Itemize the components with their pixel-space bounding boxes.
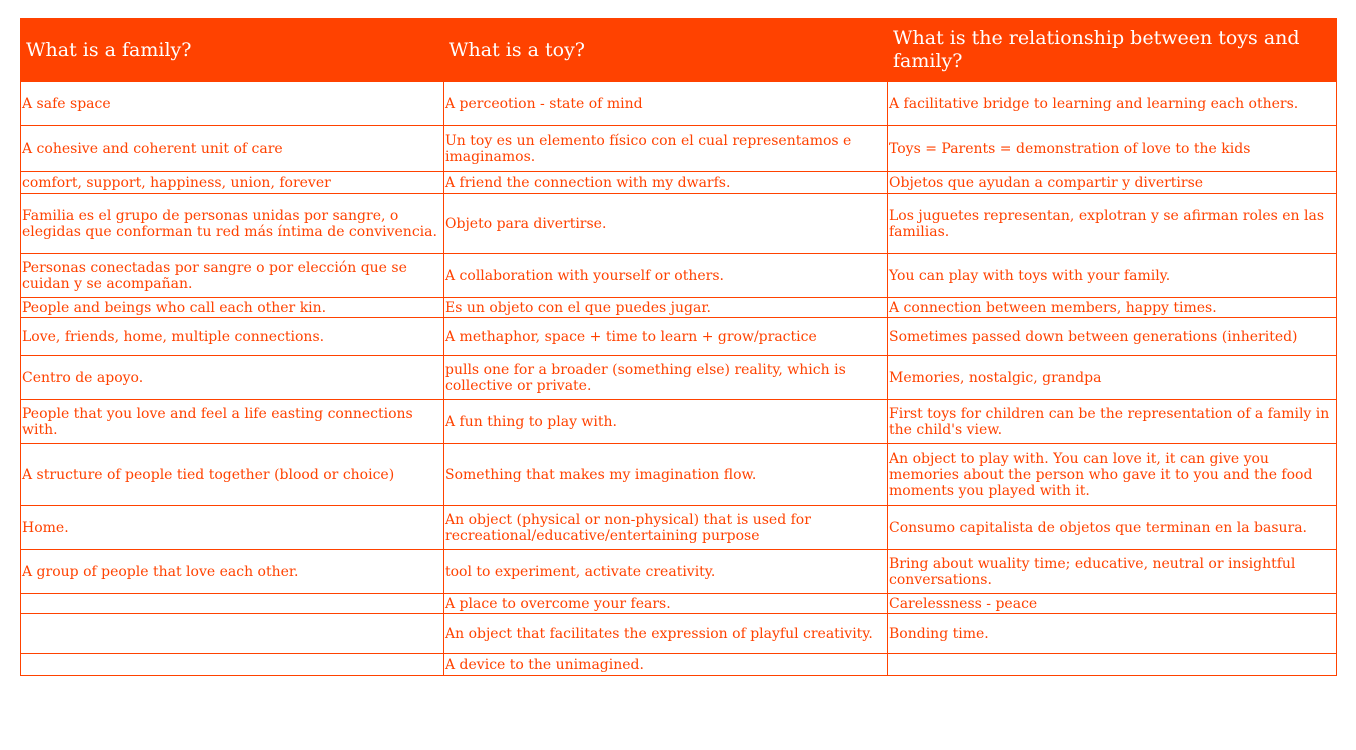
relationship-cell: A facilitative bridge to learning and learning each others.: [888, 82, 1337, 126]
toy-cell: A methaphor, space + time to learn + grow/practice: [444, 318, 888, 356]
toy-cell: pulls one for a broader (something else) reality, which is collective or private.: [444, 356, 888, 400]
family-cell: A cohesive and coherent unit of care: [21, 126, 444, 172]
header-family: What is a family?: [21, 19, 444, 82]
toy-cell: tool to experiment, activate creativity.: [444, 550, 888, 594]
toy-cell: Objeto para divertirse.: [444, 194, 888, 254]
survey-table: [20, 18, 1337, 676]
toy-cell: A fun thing to play with.: [444, 400, 888, 444]
family-cell: A structure of people tied together (blood or choice): [21, 444, 444, 506]
header-row: [21, 19, 1337, 82]
relationship-cell: An object to play with. You can love it, it can give you memories about the person who gave it to you and the food moments you played with it.: [888, 444, 1337, 506]
table-body: [21, 82, 1337, 676]
table-row: [21, 550, 1337, 594]
family-cell: Centro de apoyo.: [21, 356, 444, 400]
relationship-cell: Sometimes passed down between generations (inherited): [888, 318, 1337, 356]
relationship-cell: Los juguetes representan, explotran y se afirman roles en las familias.: [888, 194, 1337, 254]
toy-cell: Es un objeto con el que puedes jugar.: [444, 298, 888, 318]
toy-cell: Something that makes my imagination flow.: [444, 444, 888, 506]
family-cell: Familia es el grupo de personas unidas por sangre, o elegidas que conforman tu red más íntima de convivencia.: [21, 194, 444, 254]
table-row: [21, 194, 1337, 254]
table-row: [21, 444, 1337, 506]
relationship-cell: A connection between members, happy times.: [888, 298, 1337, 318]
relationship-cell: Bring about wuality time; educative, neutral or insightful conversations.: [888, 550, 1337, 594]
relationship-cell: First toys for children can be the representation of a family in the child's view.: [888, 400, 1337, 444]
relationship-cell: Carelessness - peace: [888, 594, 1337, 614]
table-row: [21, 82, 1337, 126]
family-cell: Home.: [21, 506, 444, 550]
table-row: [21, 254, 1337, 298]
relationship-cell: Bonding time.: [888, 614, 1337, 654]
toy-cell: A friend the connection with my dwarfs.: [444, 172, 888, 194]
relationship-cell: Memories, nostalgic, grandpa: [888, 356, 1337, 400]
family-cell: A safe space: [21, 82, 444, 126]
table-row: [21, 126, 1337, 172]
table-row: [21, 594, 1337, 614]
relationship-cell: Consumo capitalista de objetos que terminan en la basura.: [888, 506, 1337, 550]
table-row: [21, 506, 1337, 550]
table-row: [21, 318, 1337, 356]
family-cell: People and beings who call each other kin.: [21, 298, 444, 318]
family-cell: Personas conectadas por sangre o por elección que se cuidan y se acompañan.: [21, 254, 444, 298]
toy-cell: Un toy es un elemento físico con el cual representamos e imaginamos.: [444, 126, 888, 172]
family-cell: [21, 614, 444, 654]
family-cell: People that you love and feel a life easting connections with.: [21, 400, 444, 444]
toy-cell: A place to overcome your fears.: [444, 594, 888, 614]
table-row: [21, 172, 1337, 194]
relationship-cell: Toys = Parents = demonstration of love to the kids: [888, 126, 1337, 172]
family-cell: comfort, support, happiness, union, forever: [21, 172, 444, 194]
relationship-cell: [888, 654, 1337, 676]
relationship-cell: You can play with toys with your family.: [888, 254, 1337, 298]
family-cell: A group of people that love each other.: [21, 550, 444, 594]
toy-cell: An object that facilitates the expression of playful creativity.: [444, 614, 888, 654]
toy-cell: A perceotion - state of mind: [444, 82, 888, 126]
toy-cell: A device to the unimagined.: [444, 654, 888, 676]
family-cell: [21, 594, 444, 614]
family-cell: [21, 654, 444, 676]
toy-cell: An object (physical or non-physical) that is used for recreational/educative/entertaining purpose: [444, 506, 888, 550]
table-row: [21, 298, 1337, 318]
header-toy: What is a toy?: [444, 19, 888, 82]
header-relationship: What is the relationship between toys and family?: [888, 19, 1337, 82]
table-row: [21, 356, 1337, 400]
relationship-cell: Objetos que ayudan a compartir y divertirse: [888, 172, 1337, 194]
table-row: [21, 400, 1337, 444]
toy-cell: A collaboration with yourself or others.: [444, 254, 888, 298]
table-row: [21, 654, 1337, 676]
family-cell: Love, friends, home, multiple connections.: [21, 318, 444, 356]
table-row: [21, 614, 1337, 654]
